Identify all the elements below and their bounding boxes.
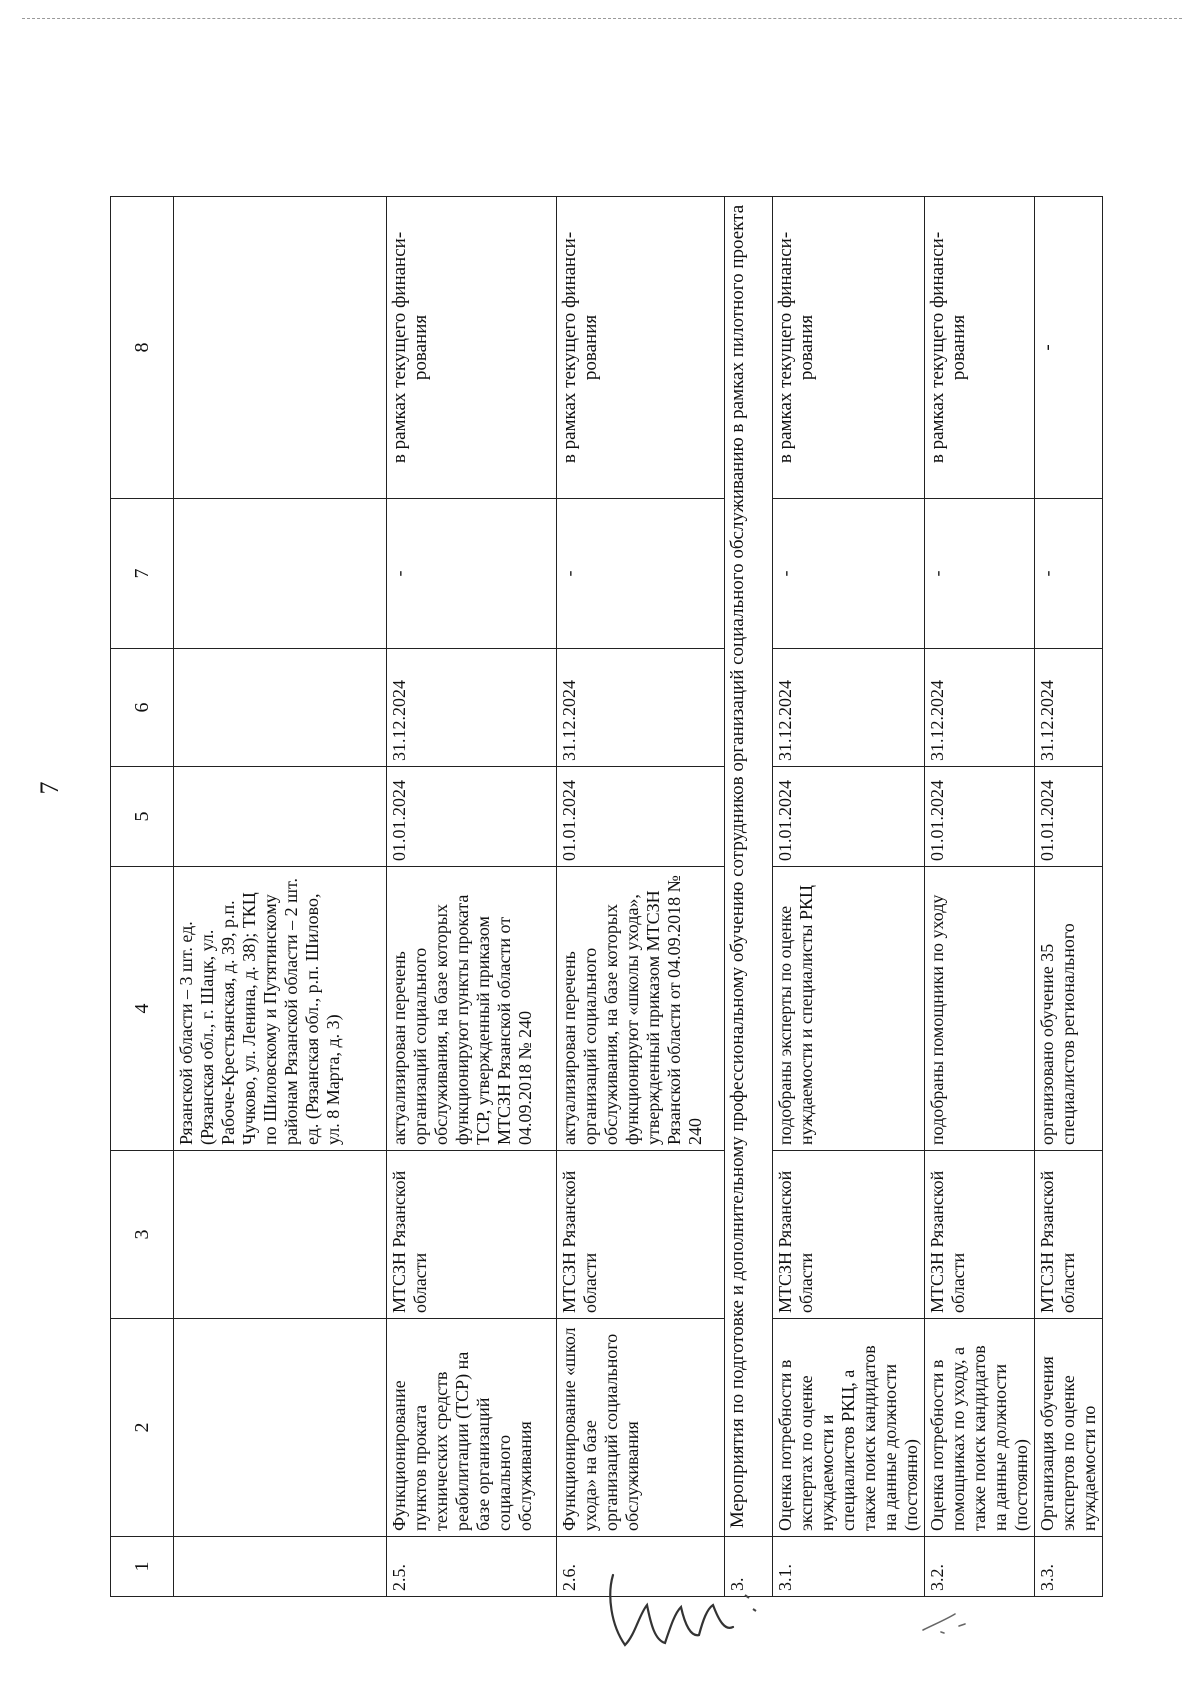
row-event: Оценка потребности в помощниках по уходу, а также поиск кандидатов на данные должности (постоянно) xyxy=(925,1319,1035,1537)
row-event: Функционирование пунктов проката технических средств реабилитации (ТСР) на базе организаций социального обслуживания xyxy=(387,1319,557,1537)
row-event: Оценка потребности в экспертах по оценке нуждаемости и специалистов РКЦ, а также поиск кандидатов на данные должности (постоянно) xyxy=(773,1319,925,1537)
table-row xyxy=(557,197,725,1597)
row-number: 3.2. xyxy=(925,1537,1035,1597)
row-number: 3.1. xyxy=(773,1537,925,1597)
row-responsible: МТСЗН Рязанской области xyxy=(773,1151,925,1319)
row-start-date: 01.01.2024 xyxy=(1035,767,1103,867)
col-header-5: 5 xyxy=(111,767,174,867)
row-number: 2.6. xyxy=(557,1537,725,1597)
row-end-date: 31.12.2024 xyxy=(557,649,725,767)
row-col7: - xyxy=(387,499,557,649)
table-header-row xyxy=(111,197,174,1597)
row-start-date: 01.01.2024 xyxy=(387,767,557,867)
table-row xyxy=(925,197,1035,1597)
continuation-row xyxy=(174,197,387,1597)
row-result: подобраны помощники по уходу xyxy=(925,867,1035,1151)
row-result: организовано обучение 35 специалистов регионального xyxy=(1035,867,1103,1151)
plan-table xyxy=(110,196,1103,1597)
table-row xyxy=(387,197,557,1597)
row-responsible: МТСЗН Рязанской области xyxy=(1035,1151,1103,1319)
handwritten-signature xyxy=(595,1565,775,1660)
row-start-date: 01.01.2024 xyxy=(557,767,725,867)
col-header-3: 3 xyxy=(111,1151,174,1319)
row-funding: в рамках текущего финанси-рования xyxy=(387,197,557,499)
row-number: 2.5. xyxy=(387,1537,557,1597)
row-funding: в рамках текущего финанси-рования xyxy=(773,197,925,499)
row-event: Функционирование «школ ухода» на базе организаций социального обслуживания xyxy=(557,1319,725,1537)
row-responsible: МТСЗН Рязанской области xyxy=(387,1151,557,1319)
row-event: Организация обучения экспертов по оценке нуждаемости по xyxy=(1035,1319,1103,1537)
rotated-table-wrapper xyxy=(110,197,1200,1597)
row-funding: в рамках текущего финанси-рования xyxy=(557,197,725,499)
row-start-date: 01.01.2024 xyxy=(925,767,1035,867)
scan-border-line xyxy=(22,18,1182,19)
col-header-7: 7 xyxy=(111,499,174,649)
row-col7: - xyxy=(557,499,725,649)
section-title: Мероприятия по подготовке и дополнительному профессиональному обучению сотрудников организаций социального обслуживанию в рамках пилотного проекта xyxy=(725,197,773,1537)
continuation-result: Рязанской области – 3 шт. ед. (Рязанская обл., г. Шацк, ул. Рабоче-Крестьянская, д. 39, р.п. Чучково, ул. Ленина, д. 38); ТКЦ по Шиловскому и Путятинскому районам Рязанской области – 2 шт. ед. (Рязанская обл., р.п. Шилово, ул. 8 Марта, д. 3) xyxy=(174,867,387,1151)
col-header-1: 1 xyxy=(111,1537,174,1597)
row-end-date: 31.12.2024 xyxy=(773,649,925,767)
row-funding: в рамках текущего финанси-рования xyxy=(925,197,1035,499)
row-result: актуализирован перечень организаций социального обслуживания, на базе которых функционируют пункты проката ТСР, утвержденный приказом МТСЗН Рязанской области от 04.09.2018 № 240 xyxy=(387,867,557,1151)
row-end-date: 31.12.2024 xyxy=(1035,649,1103,767)
section-row xyxy=(725,197,773,1597)
col-header-2: 2 xyxy=(111,1319,174,1537)
row-end-date: 31.12.2024 xyxy=(925,649,1035,767)
table-row xyxy=(1035,197,1103,1597)
table-row xyxy=(773,197,925,1597)
row-col7: - xyxy=(1035,499,1103,649)
col-header-8: 8 xyxy=(111,197,174,499)
page-number: 7 xyxy=(35,781,64,795)
handwritten-mark xyxy=(915,1600,985,1640)
section-number: 3. xyxy=(725,1537,773,1597)
row-start-date: 01.01.2024 xyxy=(773,767,925,867)
row-result: подобраны эксперты по оценке нуждаемости и специалисты РКЦ xyxy=(773,867,925,1151)
col-header-6: 6 xyxy=(111,649,174,767)
row-col7: - xyxy=(773,499,925,649)
row-end-date: 31.12.2024 xyxy=(387,649,557,767)
col-header-4: 4 xyxy=(111,867,174,1151)
row-number: 3.3. xyxy=(1035,1537,1103,1597)
row-funding: - xyxy=(1035,197,1103,499)
row-result: актуализирован перечень организаций социального обслуживания, на базе которых функционируют «школы ухода», утвержденный приказом МТСЗН Рязанской области от 04.09.2018 № 240 xyxy=(557,867,725,1151)
row-col7: - xyxy=(925,499,1035,649)
row-responsible: МТСЗН Рязанской области xyxy=(925,1151,1035,1319)
row-responsible: МТСЗН Рязанской области xyxy=(557,1151,725,1319)
